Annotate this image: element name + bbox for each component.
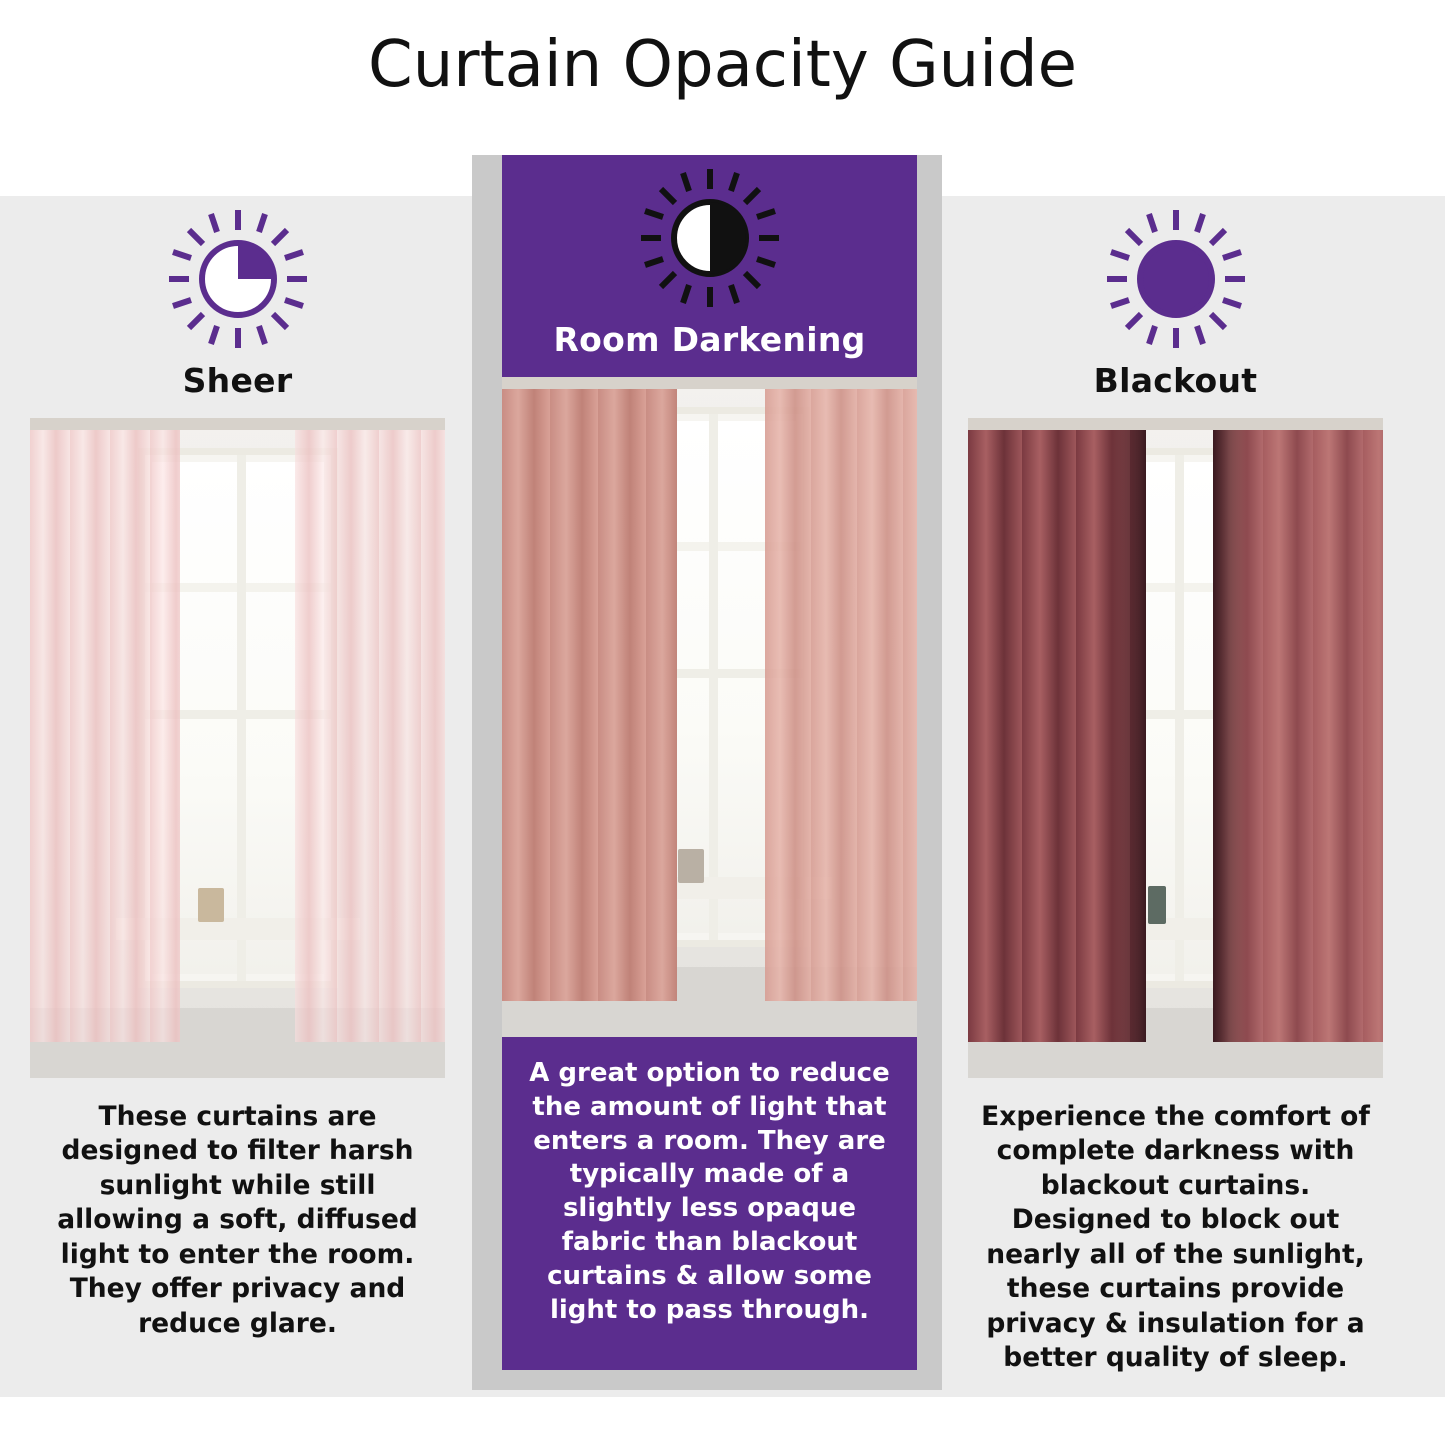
column-blackout[interactable] — [968, 196, 1383, 1376]
photo-room-darkening — [502, 377, 917, 1037]
page-title: Curtain Opacity Guide — [368, 28, 1077, 102]
column-label-room-darkening: Room Darkening — [553, 320, 866, 359]
column-label-sheer: Sheer — [182, 361, 293, 400]
photo-sheer — [30, 418, 445, 1078]
curtain-panel-left — [30, 418, 180, 1042]
column-room-darkening[interactable] — [502, 155, 917, 1370]
curtain-panel-right — [1213, 418, 1383, 1042]
curtain-panel-left — [502, 377, 677, 1001]
column-label-blackout: Blackout — [1093, 361, 1258, 400]
sun-fully-filled-icon — [968, 196, 1383, 361]
sun-quarter-filled-icon — [30, 196, 445, 361]
column-description-room-darkening: A great option to reduce the amount of light that enters a room. They are typically made of a slightly less opaque fabric than blackout curtains & allow some light to pass through. — [529, 1058, 890, 1325]
curtain-panel-right — [765, 377, 917, 1001]
column-description-blackout: Experience the comfort of complete darkness with blackout curtains. Designed to block out nearly all of the sunlight, these curtains provide privacy & insulation for a better quality of sleep. — [981, 1101, 1370, 1374]
column-description-sheer: These curtains are designed to filter harsh sunlight while still allowing a soft, diffused light to enter the room. They offer privacy and reduce glare. — [57, 1101, 418, 1339]
curtain-panel-right — [295, 418, 445, 1042]
photo-blackout — [968, 418, 1383, 1078]
column-sheer[interactable] — [30, 196, 445, 1341]
sun-half-filled-icon — [502, 155, 917, 320]
curtain-panel-left — [968, 418, 1146, 1042]
